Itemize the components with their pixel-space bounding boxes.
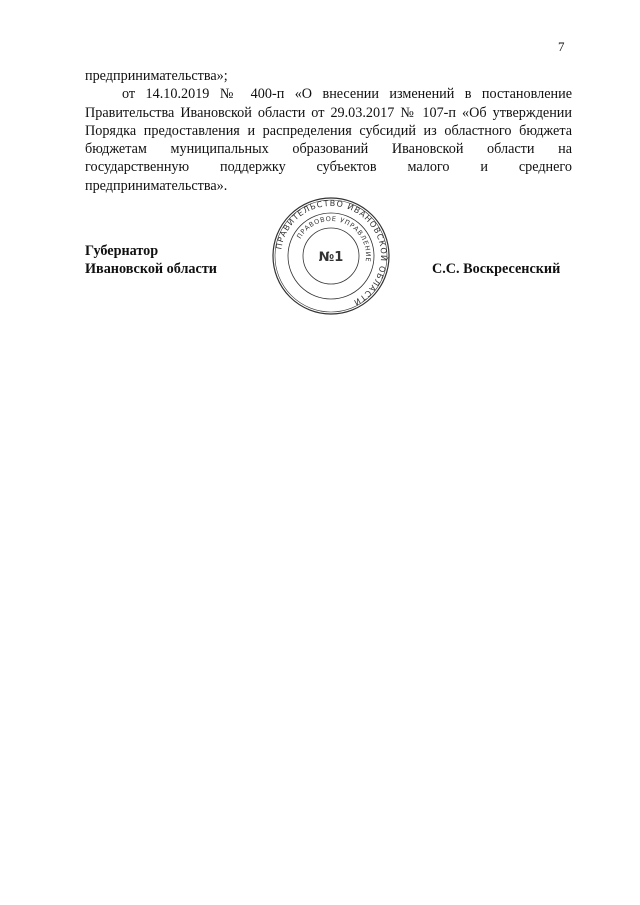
paragraph-amendment: от 14.10.2019 № 400-п «О внесении изменений в постановление Правительства Ивановской области от 29.03.2017 № 107-п «Об утверждении Порядка предоставления и распределения субсидий из областного бюджета бюджетам муниципальных образований Ивановской области на государственную поддержку субъектов малого и среднего предпринимательства». <box>85 86 572 194</box>
seal-outer-text: ПРАВИТЕЛЬСТВО ИВАНОВСКОЙ ОБЛАСТИ <box>274 198 389 308</box>
page-number: 7 <box>558 39 565 54</box>
official-seal <box>271 196 391 316</box>
paragraph-continuation: предпринимательства»; <box>85 68 228 84</box>
seal-center-text: №1 <box>318 250 344 265</box>
seal-inner-text: ПРАВОВОЕ УПРАВЛЕНИЕ <box>295 214 373 263</box>
signatory-name: С.С. Воскресенский <box>432 261 561 277</box>
signatory-region: Ивановской области <box>85 261 217 278</box>
signatory-position <box>85 242 217 279</box>
signatory-title: Губернатор <box>85 243 159 259</box>
document-body <box>85 67 572 195</box>
